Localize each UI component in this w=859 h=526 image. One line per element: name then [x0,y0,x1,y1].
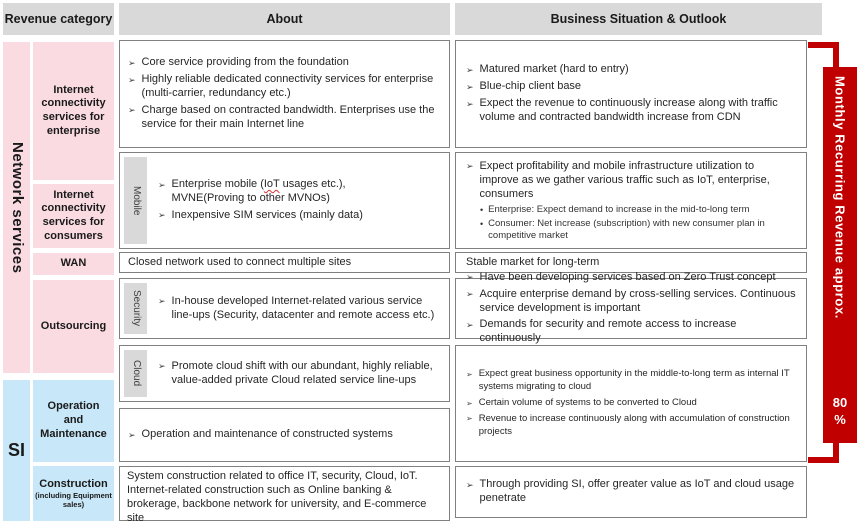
cloud-strip [124,350,147,397]
about-enterprise-text-2: Highly reliable dedicated connectivity services for enterprise (multi-carrier, redundancy etc.) [141,73,434,100]
about-wan-text: Closed network used to connect multiple sites [128,255,352,268]
outlook-enterprise-text-3: Expect the revenue to continuously increase along with traffic volume and contracted bandwidth increase from CDN [479,97,778,123]
outlook-security-text-3: Demands for security and remote access to increase continuously [479,318,737,345]
banner-value-number: 80 [832,394,848,410]
category-operation-maintenance: Operation and Maintenance [33,380,114,462]
about-mobile-text-1b: IoT [263,178,280,191]
about-enterprise-item-3 [128,104,441,132]
outlook-enterprise-text-2: Blue-chip client base [479,80,582,93]
about-enterprise-text-1: Core service providing from the foundation [141,56,349,69]
outlook-mobile-subtext-2: Consumer: Net increase (subscription) with new consumer plan in competitive market [488,217,765,242]
outlook-enterprise-item-3 [466,97,796,125]
group-network-services [3,42,30,373]
arrow-bullet-icon: ➢ [466,289,474,300]
category-internet-consumers: Internet connectivity services for consumers [33,184,114,248]
dot-bullet-icon: • [480,205,484,216]
arrow-bullet-icon: ➢ [466,98,474,109]
outlook-security-item-1 [466,271,796,285]
about-mobile-text-2: Inexpensive SIM services (mainly data) [171,208,363,221]
outlook-cloudop-text-1: Expect great business opportunity in the middle-to-long term as internal IT systems migrating to cloud [478,368,790,393]
arrow-bullet-icon: ➢ [466,272,474,283]
outlook-mobile-text-1: Expect profitability and mobile infrastructure utilization to improve as we gather various traffic such as IoT, enterprise, consumers [479,159,770,200]
outlook-wan-text: Stable market for long-term [466,255,600,268]
outlook-construction-item-1 [466,478,796,506]
outlook-security-box [455,270,807,345]
arrow-bullet-icon: ➢ [158,361,166,372]
group-si [3,380,30,521]
header-business-situation-outlook: Business Situation & Outlook [455,3,822,35]
outlook-enterprise-box [455,40,807,148]
category-outsourcing: Outsourcing [33,280,114,373]
arrow-bullet-icon: ➢ [466,414,473,424]
category-construction [33,466,114,521]
about-mobile-text-1d: MVNE(Proving to other MVNOs) [171,192,330,205]
about-operation-item-1 [128,428,441,442]
about-operation-box [119,408,450,462]
arrow-bullet-icon: ➢ [466,319,474,330]
about-enterprise-box [119,40,450,148]
bracket-top-vertical [833,42,839,69]
outlook-construction-box [455,466,807,518]
mobile-strip-label: Mobile [130,185,142,216]
about-security-box [119,278,450,339]
outlook-security-text-2: Acquire enterprise demand by cross-selling services. Continuous service development is important [479,287,796,314]
arrow-bullet-icon: ➢ [466,369,473,379]
about-cloud-box [119,345,450,402]
arrow-bullet-icon: ➢ [158,296,166,307]
about-security-text: In-house developed Internet-related various service line-ups (Security, datacenter and remote access etc.) [171,294,435,321]
mobile-strip [124,157,147,244]
about-mobile-text-1a: Enterprise mobile ( [171,178,264,191]
category-internet-enterprise: Internet connectivity services for enterprise [33,42,114,180]
arrow-bullet-icon: ➢ [466,479,474,490]
outlook-mobile-item-1 [466,160,796,202]
arrow-bullet-icon: ➢ [466,64,474,75]
category-construction-sublabel: (including Equipment sales) [35,491,112,509]
about-security-item-1 [158,295,441,323]
banner-value-unit: % [834,412,846,428]
category-construction-label: Construction [39,477,108,490]
arrow-bullet-icon: ➢ [128,429,136,440]
category-wan: WAN [33,253,114,275]
outlook-security-item-3 [466,318,796,346]
outlook-cloudop-item-3 [466,413,796,439]
arrow-bullet-icon: ➢ [158,210,166,221]
about-construction-text: System construction related to office IT, security, Cloud, IoT. Internet-related construction such as Online banking & brokerage, backbone network for university, and E-commerce site [127,470,427,524]
security-strip-label: Security [130,290,142,327]
outlook-cloudop-item-1 [466,368,796,394]
group-si-label: SI [7,440,25,461]
arrow-bullet-icon: ➢ [466,81,474,92]
outlook-cloud-operation-box [455,345,807,462]
outlook-construction-text: Through providing SI, offer greater value as IoT and cloud usage penetrate [479,478,795,504]
about-wan-box [119,252,450,273]
outlook-security-text-1: Have been developing services based on Zero Trust concept [479,270,776,283]
header-revenue-category: Revenue category [3,3,114,35]
outlook-mobile-subitem-1 [480,204,796,217]
outlook-enterprise-text-1: Matured market (hard to entry) [479,63,629,76]
about-enterprise-item-2 [128,73,441,101]
about-mobile-item-2 [158,209,441,223]
arrow-bullet-icon: ➢ [466,398,473,408]
about-enterprise-item-1 [128,56,441,70]
about-mobile-box [119,152,450,249]
arrow-bullet-icon: ➢ [128,57,136,68]
about-mobile-text-1c: usages etc.), [279,178,346,191]
header-about: About [119,3,450,35]
outlook-cloudop-text-2: Certain volume of systems to be converted to Cloud [478,397,697,409]
security-strip [124,283,147,334]
arrow-bullet-icon: ➢ [466,161,474,172]
outlook-enterprise-item-2 [466,80,796,94]
outlook-cloudop-text-3: Revenue to increase continuously along with accumulation of construction projects [478,412,790,437]
bracket-bottom-horizontal [808,457,839,463]
arrow-bullet-icon: ➢ [158,179,166,190]
outlook-mobile-box [455,152,807,249]
arrow-bullet-icon: ➢ [128,74,136,85]
about-cloud-item-1 [158,360,441,388]
outlook-cloudop-item-2 [466,397,796,410]
banner-value [833,394,847,429]
about-mobile-item-1 [158,178,441,206]
about-construction-box [119,466,450,524]
outlook-enterprise-item-1 [466,63,796,77]
outlook-security-item-2 [466,288,796,316]
monthly-recurring-revenue-banner [823,67,857,443]
cloud-strip-label: Cloud [130,360,142,387]
about-operation-text: Operation and maintenance of constructed systems [141,428,393,441]
about-cloud-text: Promote cloud shift with our abundant, highly reliable, value-added private Cloud related service line-ups [171,359,433,386]
about-mobile-text-1 [172,178,346,206]
dot-bullet-icon: • [480,218,484,229]
outlook-mobile-subtext-1: Enterprise: Expect demand to increase in the mid-to-long term [488,204,750,216]
outlook-mobile-subitem-2 [480,218,796,243]
banner-label: Monthly Recurring Revenue approx. [832,76,848,320]
group-network-services-label: Network services [8,141,26,274]
about-enterprise-text-3: Charge based on contracted bandwidth. Enterprises use the service for their main Internet line [141,103,435,130]
arrow-bullet-icon: ➢ [128,105,136,116]
